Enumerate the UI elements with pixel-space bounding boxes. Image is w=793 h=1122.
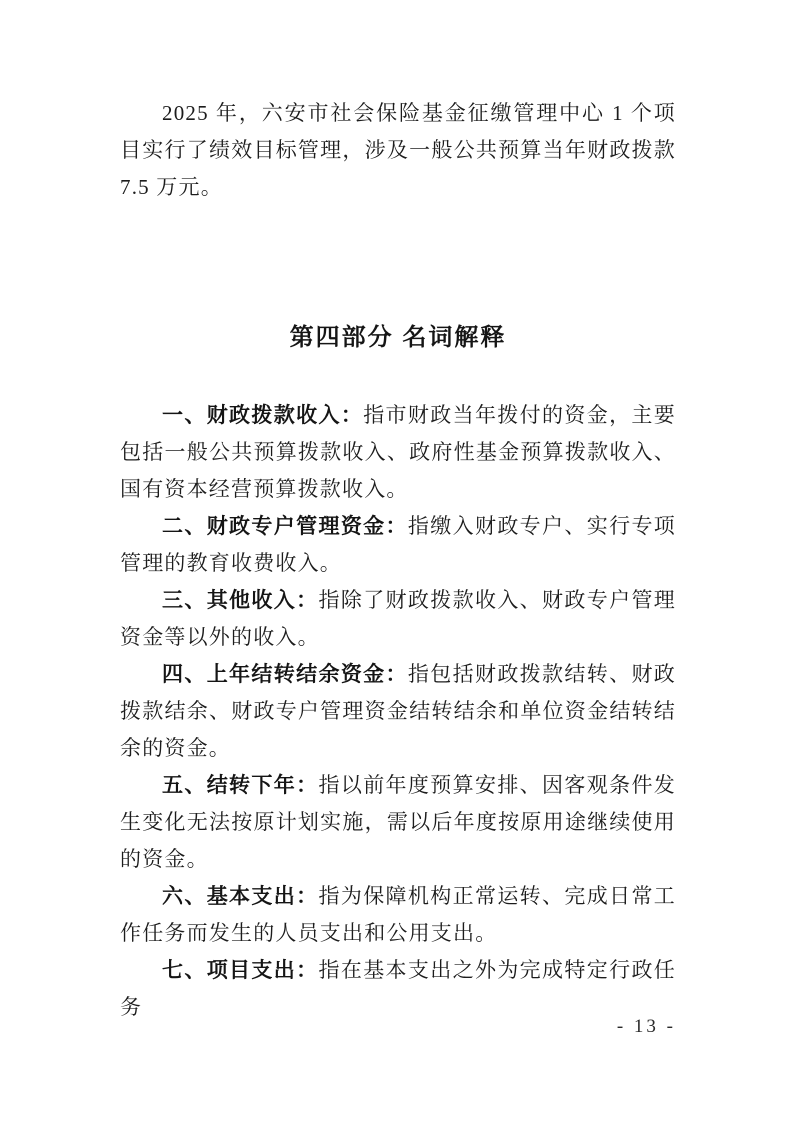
definition-item [120, 767, 676, 878]
definition-description: 指市财政当年拨付的资金，主要包括一般公共预算拨款收入、政府性基金预算拨款收入、国有资本经营预算拨款收入。 [120, 403, 676, 501]
definition-description: 指缴入财政专户、实行专项管理的教育收费收入。 [120, 514, 677, 575]
definition-description: 指包括财政拨款结转、财政拨款结余、财政专户管理资金结转结余和单位资金结转结余的资金。 [120, 662, 677, 760]
definition-term: 二、财政专户管理资金： [162, 515, 408, 538]
definition-description: 指除了财政拨款收入、财政专户管理资金等以外的收入。 [120, 588, 676, 649]
definition-term: 四、上年结转结余资金： [162, 663, 408, 686]
definition-item [120, 397, 676, 508]
section-heading: 第四部分 名词解释 [289, 324, 507, 351]
definition-term: 一、财政拨款收入： [162, 404, 364, 427]
page-number: - 13 - [616, 1016, 676, 1037]
definition-item [120, 582, 676, 656]
definition-term: 三、其他收入： [162, 589, 319, 612]
definition-list [120, 397, 676, 1026]
definition-item [120, 878, 676, 952]
page-footer [617, 1012, 676, 1042]
definition-item [120, 508, 676, 582]
definition-description: 指以前年度预算安排、因客观条件发生变化无法按原计划实施，需以后年度按原用途继续使用的资金。 [120, 773, 676, 871]
definition-term: 七、项目支出： [162, 959, 319, 982]
definition-term: 六、基本支出： [162, 885, 319, 908]
definition-description: 指在基本支出之外为完成特定行政任务 [120, 958, 676, 1019]
definition-description: 指为保障机构正常运转、完成日常工作任务而发生的人员支出和公用支出。 [120, 884, 676, 945]
definition-item [120, 952, 676, 1026]
intro-paragraph: 2025 年，六安市社会保险基金征缴管理中心 1 个项目实行了绩效目标管理，涉及一般公共预算当年财政拨款 7.5 万元。 [120, 101, 676, 199]
definition-item [120, 656, 676, 767]
definition-term: 五、结转下年： [162, 774, 319, 797]
